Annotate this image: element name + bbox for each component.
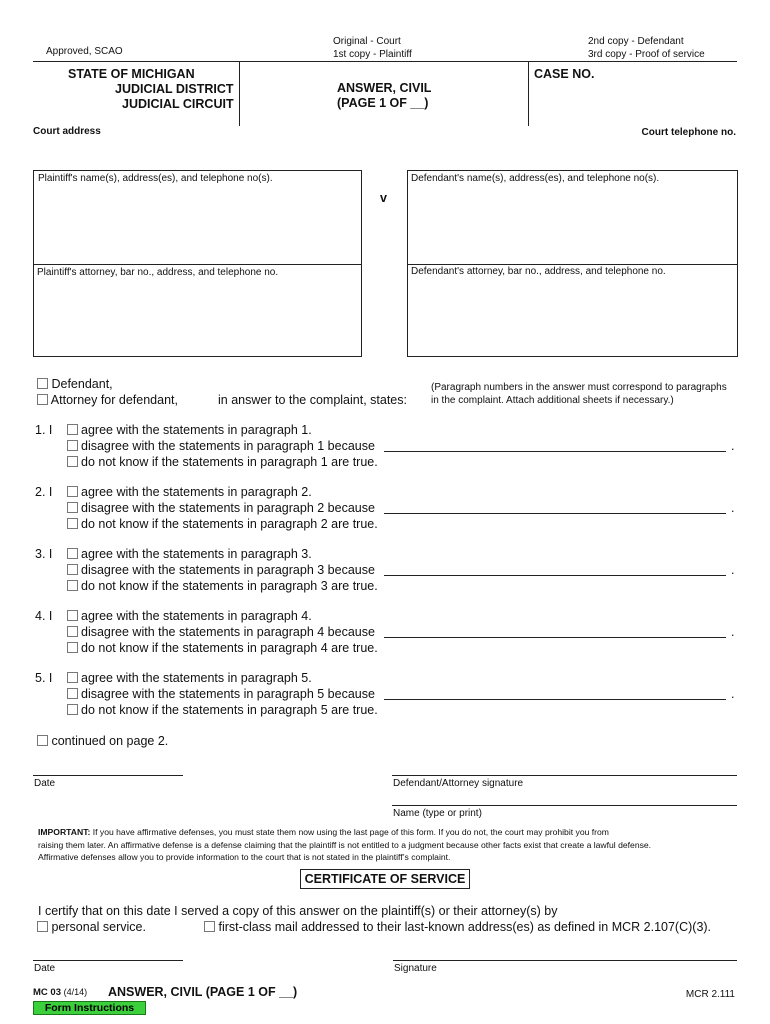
important-line-3: Affirmative defenses allow you to provide information to the court that is not stated in the plaintiff’s complaint. [38, 852, 451, 862]
important-label: IMPORTANT: [38, 827, 91, 837]
line-end: . [731, 625, 735, 639]
name-label: Name (type or print) [393, 808, 482, 819]
unknown-checkbox[interactable] [67, 456, 78, 467]
important-line-1: If you have affirmative defenses, you must state them now using the last page of this form. If you do not, the court may prohibit you from [90, 827, 609, 837]
unknown-text: do not know if the statements in paragraph 4 are true. [81, 641, 378, 655]
continued-checkbox[interactable] [37, 735, 48, 746]
header-top-rule [33, 61, 737, 62]
defendant-option-label: Defendant, [51, 377, 113, 391]
unknown-checkbox[interactable] [67, 642, 78, 653]
defendant-name-label: Defendant's name(s), address(es), and telephone no(s). [411, 173, 660, 184]
certificate-statement: I certify that on this date I served a copy of this answer on the plaintiff(s) or their attorney(s) by [38, 904, 558, 918]
case-no-label: CASE NO. [534, 67, 595, 81]
line-end: . [731, 501, 735, 515]
disagree-checkbox[interactable] [67, 564, 78, 575]
answer-number: 4. I [35, 609, 53, 623]
continued-option [37, 734, 168, 748]
personal-service-checkbox[interactable] [37, 921, 48, 932]
signature-label: Defendant/Attorney signature [393, 778, 524, 789]
form-id [33, 987, 87, 998]
answer-number: 2. I [35, 485, 53, 499]
form-number: MC 03 [33, 987, 61, 998]
certificate-date-line[interactable] [33, 960, 183, 961]
signature-line[interactable] [392, 775, 737, 776]
agree-checkbox[interactable] [67, 548, 78, 559]
certificate-signature-label: Signature [394, 963, 437, 974]
attorney-option [37, 393, 178, 407]
mail-service-option [204, 920, 711, 934]
disagree-reason-line[interactable] [384, 637, 726, 638]
answer-paragraph-3 [35, 547, 745, 597]
form-instructions-button[interactable]: Form Instructions [33, 1001, 146, 1015]
line-end: . [731, 439, 735, 453]
header-divider-right [528, 61, 529, 126]
name-line[interactable] [392, 805, 737, 806]
mcr-rule: MCR 2.111 [685, 989, 735, 1000]
unknown-text: do not know if the statements in paragraph 3 are true. [81, 579, 378, 593]
answer-number: 5. I [35, 671, 53, 685]
certificate-title: CERTIFICATE OF SERVICE [300, 869, 470, 889]
line-end: . [731, 563, 735, 577]
important-notice [38, 826, 738, 864]
form-title: ANSWER, CIVIL [337, 81, 432, 95]
attorney-option-label: Attorney for defendant, [50, 393, 178, 407]
disagree-checkbox[interactable] [67, 440, 78, 451]
paragraph-note-2: in the complaint. Attach additional sheets if necessary.) [431, 395, 674, 406]
defendant-box-divider [407, 264, 738, 265]
answer-paragraph-2 [35, 485, 745, 535]
answer-number: 3. I [35, 547, 53, 561]
answer-statement: in answer to the complaint, states: [218, 393, 407, 407]
page-of: (PAGE 1 OF __) [337, 96, 429, 110]
mail-service-checkbox[interactable] [204, 921, 215, 932]
agree-text: agree with the statements in paragraph 4. [81, 609, 312, 623]
agree-text: agree with the statements in paragraph 2. [81, 485, 312, 499]
continued-label: continued on page 2. [51, 734, 169, 748]
disagree-reason-line[interactable] [384, 451, 726, 452]
disagree-checkbox[interactable] [67, 502, 78, 513]
footer-title: ANSWER, CIVIL (PAGE 1 OF __) [108, 985, 298, 999]
unknown-text: do not know if the statements in paragraph 2 are true. [81, 517, 378, 531]
versus-label: v [380, 191, 387, 205]
date-line[interactable] [33, 775, 183, 776]
distribution-copy2: 2nd copy - Defendant [588, 36, 684, 47]
agree-text: agree with the statements in paragraph 3. [81, 547, 312, 561]
disagree-reason-line[interactable] [384, 699, 726, 700]
disagree-text: disagree with the statements in paragraph 4 because [81, 625, 375, 639]
agree-checkbox[interactable] [67, 672, 78, 683]
court-phone-label: Court telephone no. [641, 127, 736, 138]
distribution-original: Original - Court [333, 36, 401, 47]
agree-text: agree with the statements in paragraph 1. [81, 423, 312, 437]
plaintiff-name-label: Plaintiff's name(s), address(es), and telephone no(s). [38, 173, 273, 184]
answer-paragraph-5 [35, 671, 745, 721]
line-end: . [731, 687, 735, 701]
mail-service-label: first-class mail addressed to their last-known address(es) as defined in MCR 2.107(C)(3). [218, 920, 712, 934]
court-address-label: Court address [33, 126, 101, 137]
personal-service-label: personal service. [51, 920, 146, 934]
state-title: STATE OF MICHIGAN [68, 67, 195, 81]
judicial-circuit: JUDICIAL CIRCUIT [122, 97, 234, 111]
important-line-2: raising them later. An affirmative defense is a defense claiming that the plaintiff is not entitled to a judgment because other facts exist that create a lawful defense. [38, 839, 652, 850]
unknown-checkbox[interactable] [67, 518, 78, 529]
certificate-signature-line[interactable] [393, 960, 737, 961]
judicial-district: JUDICIAL DISTRICT [115, 82, 234, 96]
approved-scao: Approved, SCAO [46, 46, 123, 57]
plaintiff-attorney-label: Plaintiff's attorney, bar no., address, and telephone no. [37, 267, 279, 278]
date-label: Date [34, 778, 56, 789]
answer-paragraph-4 [35, 609, 745, 659]
paragraph-note-1: (Paragraph numbers in the answer must correspond to paragraphs [431, 382, 727, 393]
defendant-checkbox[interactable] [37, 378, 48, 389]
unknown-checkbox[interactable] [67, 580, 78, 591]
header-divider-left [239, 61, 240, 126]
unknown-text: do not know if the statements in paragraph 5 are true. [81, 703, 378, 717]
agree-checkbox[interactable] [67, 424, 78, 435]
distribution-copy3: 3rd copy - Proof of service [588, 49, 705, 60]
unknown-text: do not know if the statements in paragraph 1 are true. [81, 455, 378, 469]
attorney-checkbox[interactable] [37, 394, 48, 405]
unknown-checkbox[interactable] [67, 704, 78, 715]
answer-paragraph-1 [35, 423, 745, 473]
agree-checkbox[interactable] [67, 486, 78, 497]
distribution-copy1: 1st copy - Plaintiff [333, 49, 412, 60]
disagree-text: disagree with the statements in paragraph 5 because [81, 687, 375, 701]
defendant-attorney-label: Defendant's attorney, bar no., address, and telephone no. [411, 266, 666, 277]
disagree-text: disagree with the statements in paragraph 3 because [81, 563, 375, 577]
answer-number: 1. I [35, 423, 53, 437]
personal-service-option [37, 920, 146, 934]
agree-checkbox[interactable] [67, 610, 78, 621]
disagree-text: disagree with the statements in paragraph 1 because [81, 439, 375, 453]
plaintiff-box-divider [33, 264, 362, 265]
defendant-option [37, 377, 113, 391]
agree-text: agree with the statements in paragraph 5. [81, 671, 312, 685]
disagree-reason-line[interactable] [384, 575, 726, 576]
disagree-checkbox[interactable] [67, 688, 78, 699]
disagree-reason-line[interactable] [384, 513, 726, 514]
certificate-date-label: Date [34, 963, 56, 974]
disagree-checkbox[interactable] [67, 626, 78, 637]
disagree-text: disagree with the statements in paragraph 2 because [81, 501, 375, 515]
form-revision: (4/14) [63, 987, 88, 997]
